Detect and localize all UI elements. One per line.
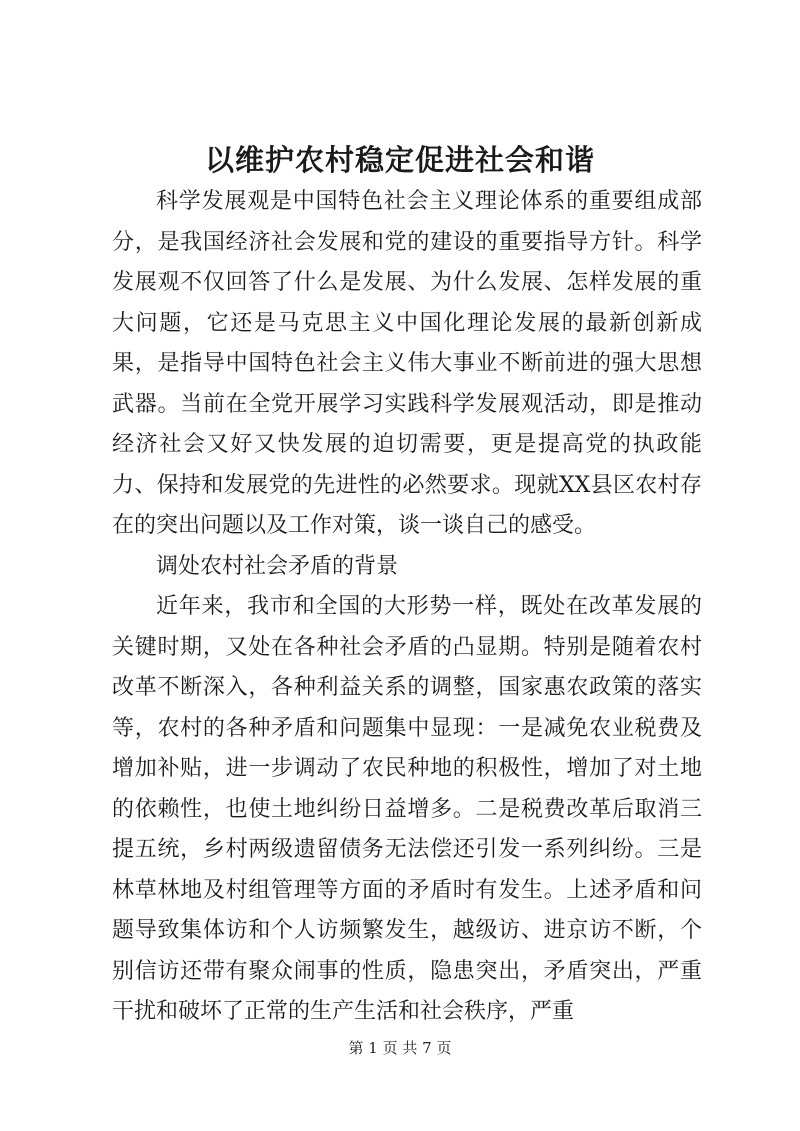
paragraph-background: 近年来，我市和全国的大形势一样，既处在改革发展的关键时期，又处在各种社会矛盾的凸显期。特别是随着农村改革不断深入，各种利益关系的调整，国家惠农政策的落实等，农村的各种矛盾和问题集中显现：一是减免农业税费及增加补贴，进一步调动了农民种地的积极性，增加了对土地的依赖性，也使土地纠纷日益增多。二是税费改革后取消三提五统，乡村两级遗留债务无法偿还引发一系列纠纷。三是林草林地及村组管理等方面的矛盾时有发生。上述矛盾和问题导致集体访和个人访频繁发生，越级访、进京访不断，个别信访还带有聚众闹事的性质，隐患突出，矛盾突出，严重干扰和破坏了正常的生产生活和社会秩序，严重 [112, 594, 702, 1024]
page-footer: 第 1 页 共 7 页 [348, 1039, 452, 1057]
paragraph-intro: 科学发展观是中国特色社会主义理论体系的重要组成部分，是我国经济社会发展和党的建设的重要指导方针。科学发展观不仅回答了什么是发展、为什么发展、怎样发展的重大问题，它还是马克思主义中国化理论发展的最新创新成果，是指导中国特色社会主义伟大事业不断前进的强大思想武器。当前在全党开展学习实践科学发展观活动，即是推动经济社会又好又快发展的迫切需要，更是提高党的执政能力、保持和发展党的先进性的必然要求。现就XX县区农村存在的突出问题以及工作对策，谈一谈自己的感受。 [112, 189, 702, 538]
document-body [112, 182, 702, 1033]
document-title: 以维护农村稳定促进社会和谐 [204, 143, 595, 177]
section-heading: 调处农村社会矛盾的背景 [156, 553, 399, 579]
